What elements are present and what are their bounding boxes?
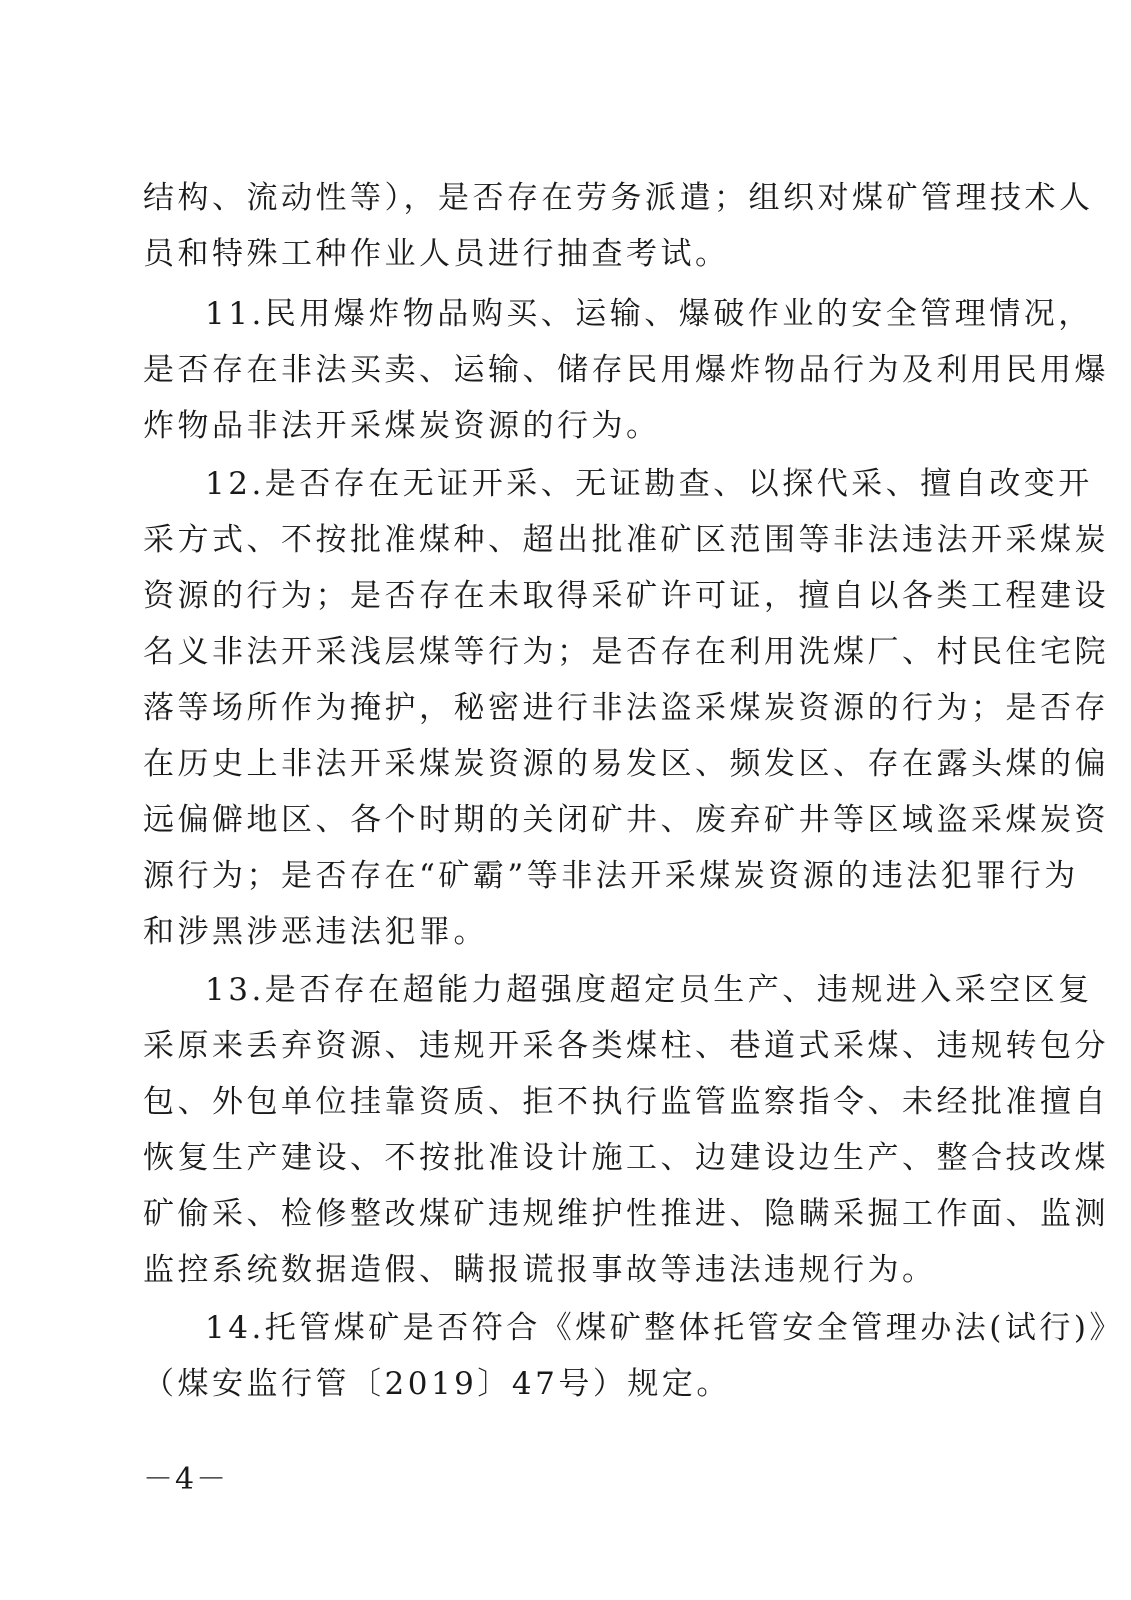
- paragraph-line: （煤安监行管〔2019〕47号）规定。: [143, 1366, 731, 1402]
- paragraph-line: 是否存在非法买卖、运输、储存民用爆炸物品行为及利用民用爆: [143, 352, 1109, 388]
- paragraph-line: 包、外包单位挂靠资质、拒不执行监管监察指令、未经批准擅自: [143, 1084, 1109, 1120]
- paragraph-line: 和涉黑涉恶违法犯罪。: [143, 914, 488, 950]
- item-14-line: 14.托管煤矿是否符合《煤矿整体托管安全管理办法(试行)》: [205, 1310, 1124, 1346]
- paragraph-line: 结构、流动性等），是否存在劳务派遣；组织对煤矿管理技术人: [143, 180, 1094, 216]
- paragraph-line: 炸物品非法开采煤炭资源的行为。: [143, 408, 661, 444]
- paragraph-line: 监控系统数据造假、瞒报谎报事故等违法违规行为。: [143, 1252, 937, 1288]
- paragraph-line: 采原来丢弃资源、违规开采各类煤柱、巷道式采煤、违规转包分: [143, 1028, 1109, 1064]
- item-12-line: 12.是否存在无证开采、无证勘查、以探代采、擅自改变开: [205, 466, 1093, 502]
- paragraph-line: 资源的行为；是否存在未取得采矿许可证，擅自以各类工程建设: [143, 578, 1109, 614]
- paragraph-line: 员和特殊工种作业人员进行抽查考试。: [143, 236, 730, 272]
- paragraph-line: 恢复生产建设、不按批准设计施工、边建设边生产、整合技改煤: [143, 1140, 1109, 1176]
- paragraph-line: 采方式、不按批准煤种、超出批准矿区范围等非法违法开采煤炭: [143, 522, 1109, 558]
- item-13-line: 13.是否存在超能力超强度超定员生产、违规进入采空区复: [205, 972, 1093, 1008]
- paragraph-line: 落等场所作为掩护，秘密进行非法盗采煤炭资源的行为；是否存: [143, 690, 1109, 726]
- paragraph-line: 名义非法开采浅层煤等行为；是否存在利用洗煤厂、村民住宅院: [143, 634, 1109, 670]
- page-number: －4－: [143, 1462, 229, 1497]
- paragraph-line: 源行为；是否存在“矿霸”等非法开采煤炭资源的违法犯罪行为: [143, 858, 1079, 894]
- paragraph-line: 远偏僻地区、各个时期的关闭矿井、废弃矿井等区域盗采煤炭资: [143, 802, 1109, 838]
- item-11-line: 11.民用爆炸物品购买、运输、爆破作业的安全管理情况，: [205, 296, 1093, 332]
- paragraph-line: 在历史上非法开采煤炭资源的易发区、频发区、存在露头煤的偏: [143, 746, 1109, 782]
- paragraph-line: 矿偷采、检修整改煤矿违规维护性推进、隐瞒采掘工作面、监测: [143, 1196, 1109, 1232]
